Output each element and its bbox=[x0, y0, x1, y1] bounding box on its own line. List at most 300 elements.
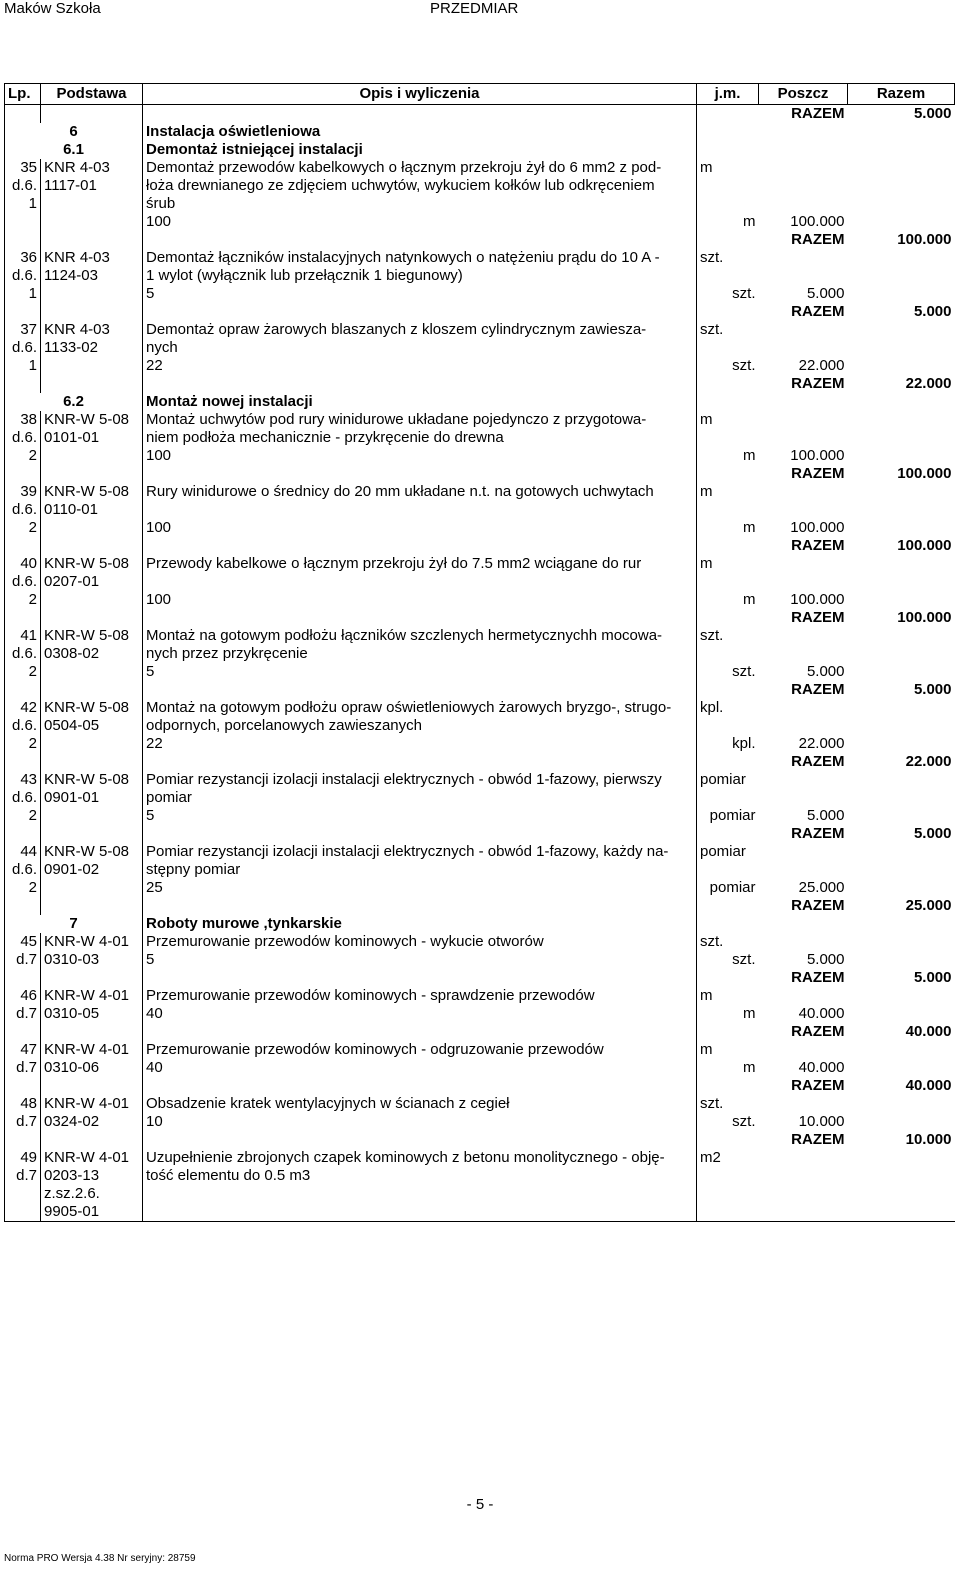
razem-label: RAZEM bbox=[791, 231, 845, 248]
item-lp: 37 bbox=[20, 321, 37, 338]
item-lp: 2 bbox=[28, 735, 37, 752]
item-unit-label: kpl. bbox=[700, 699, 724, 716]
table-header bbox=[5, 84, 955, 105]
item-basis-cell bbox=[41, 555, 143, 627]
item-unit bbox=[697, 627, 759, 699]
item-unit: m2 bbox=[697, 1149, 759, 1222]
item-razem-cell bbox=[848, 1095, 955, 1149]
spacer bbox=[762, 321, 845, 357]
section-row bbox=[5, 915, 955, 933]
spacer bbox=[851, 699, 952, 753]
item-basis: KNR-W 4-01 bbox=[44, 1095, 130, 1112]
spacer bbox=[762, 627, 845, 663]
razem-value: 5.000 bbox=[913, 969, 952, 986]
section-row bbox=[5, 123, 955, 141]
blank-line bbox=[146, 231, 693, 249]
item-lp: 2 bbox=[28, 663, 37, 680]
item-basis: KNR 4-03 bbox=[44, 249, 110, 266]
razem-value: 100.000 bbox=[897, 537, 952, 554]
section-row bbox=[5, 393, 955, 411]
item-basis-cell bbox=[41, 483, 143, 555]
item-lp-cell bbox=[5, 483, 41, 555]
item-row bbox=[5, 843, 955, 915]
spacer bbox=[700, 861, 756, 879]
item-poszcz: 5.000 bbox=[806, 663, 845, 680]
item-basis: KNR-W 4-01 bbox=[44, 1149, 130, 1166]
item-basis: KNR-W 5-08 bbox=[44, 843, 130, 860]
item-poszcz-cell bbox=[759, 249, 848, 321]
razem-value: 5.000 bbox=[913, 105, 952, 122]
item-basis: 0310-06 bbox=[44, 1059, 100, 1076]
item-razem-cell bbox=[848, 771, 955, 843]
item-basis-cell bbox=[41, 933, 143, 987]
razem-value: 22.000 bbox=[905, 375, 952, 392]
item-lp-cell bbox=[5, 159, 41, 249]
item-unit bbox=[697, 483, 759, 555]
item-poszcz-cell bbox=[759, 1041, 848, 1095]
item-poszcz-cell bbox=[759, 159, 848, 249]
item-basis-cell bbox=[41, 411, 143, 483]
spacer bbox=[762, 699, 845, 735]
item-lp: 41 bbox=[20, 627, 37, 644]
section-title: Roboty murowe ,tynkarskie bbox=[143, 915, 697, 933]
item-lp-cell bbox=[5, 1095, 41, 1149]
item-description: tość elementu do 0.5 m3 bbox=[146, 1167, 311, 1184]
item-unit bbox=[697, 987, 759, 1041]
header-left: Maków Szkoła bbox=[4, 0, 101, 17]
item-poszcz: 100.000 bbox=[790, 213, 845, 230]
item-unit bbox=[697, 249, 759, 321]
item-row bbox=[5, 555, 955, 627]
item-unit-label: szt. bbox=[700, 627, 724, 644]
razem-value: 10.000 bbox=[905, 1131, 952, 1148]
razem-label: RAZEM bbox=[791, 681, 845, 698]
item-lp: 38 bbox=[20, 411, 37, 428]
item-poszcz-cell bbox=[759, 1149, 848, 1222]
item-lp: 2 bbox=[28, 519, 37, 536]
item-description: Montaż na gotowym podłożu opraw oświetleniowych żarowych bryzgo-, strugo- bbox=[146, 699, 672, 716]
spacer bbox=[851, 555, 952, 609]
item-unit-calc: szt. bbox=[732, 357, 756, 374]
item-poszcz: 25.000 bbox=[798, 879, 845, 896]
spacer bbox=[762, 933, 845, 951]
item-basis-cell bbox=[41, 159, 143, 249]
item-razem-cell bbox=[848, 627, 955, 699]
item-description: śrub bbox=[146, 195, 176, 212]
item-row bbox=[5, 159, 955, 249]
item-unit-calc: szt. bbox=[732, 663, 756, 680]
spacer bbox=[762, 555, 845, 591]
blank-line bbox=[146, 375, 693, 393]
spacer bbox=[851, 933, 952, 969]
item-description-cell bbox=[143, 249, 697, 321]
item-unit-label: m bbox=[700, 555, 713, 572]
razem-value: 100.000 bbox=[897, 465, 952, 482]
item-lp: 2 bbox=[28, 879, 37, 896]
item-poszcz: 22.000 bbox=[798, 735, 845, 752]
item-unit-calc: m bbox=[743, 447, 756, 464]
item-basis: 0324-02 bbox=[44, 1113, 100, 1130]
blank-line bbox=[146, 537, 693, 555]
item-unit-calc: m bbox=[743, 1059, 756, 1076]
item-lp: 46 bbox=[20, 987, 37, 1004]
item-unit-label: m bbox=[700, 483, 713, 500]
item-lp-cell bbox=[5, 249, 41, 321]
item-razem-cell bbox=[848, 843, 955, 915]
item-unit bbox=[697, 699, 759, 771]
item-lp: 49 bbox=[20, 1149, 37, 1166]
item-lp: 39 bbox=[20, 483, 37, 500]
spacer bbox=[851, 159, 952, 231]
item-unit-label: szt. bbox=[700, 933, 724, 950]
item-basis: KNR-W 4-01 bbox=[44, 933, 130, 950]
item-basis-cell bbox=[41, 249, 143, 321]
item-quantity: 100 bbox=[146, 591, 172, 608]
spacer bbox=[700, 177, 756, 213]
item-razem-cell bbox=[848, 249, 955, 321]
item-description: Montaż uchwytów pod rury winidurowe układane pojedynczo z przygotowa- bbox=[146, 411, 647, 428]
spacer bbox=[762, 159, 845, 213]
item-lp: 47 bbox=[20, 1041, 37, 1058]
item-basis: KNR 4-03 bbox=[44, 321, 110, 338]
item-basis: 0110-01 bbox=[44, 501, 98, 518]
item-razem-cell bbox=[848, 933, 955, 987]
item-unit-label: m bbox=[700, 987, 713, 1004]
item-description-cell bbox=[143, 771, 697, 843]
item-quantity: 5 bbox=[146, 285, 155, 302]
spacer bbox=[700, 339, 756, 357]
item-lp: 45 bbox=[20, 933, 37, 950]
item-lp-cell bbox=[5, 1041, 41, 1095]
item-basis: KNR-W 5-08 bbox=[44, 483, 130, 500]
item-unit-calc: m bbox=[743, 591, 756, 608]
item-row bbox=[5, 321, 955, 393]
item-unit-calc: szt. bbox=[732, 951, 756, 968]
item-lp-cell bbox=[5, 627, 41, 699]
razem-label: RAZEM bbox=[791, 303, 845, 320]
item-lp: d.6. bbox=[11, 645, 37, 662]
item-description: Przemurowanie przewodów kominowych - wykucie otworów bbox=[146, 933, 544, 950]
item-quantity: 40 bbox=[146, 1005, 163, 1022]
col-podstawa: Podstawa bbox=[41, 84, 143, 105]
spacer bbox=[851, 1095, 952, 1131]
item-lp: d.6. bbox=[11, 717, 37, 734]
item-description-cell bbox=[143, 159, 697, 249]
item-basis: KNR-W 4-01 bbox=[44, 1041, 130, 1058]
blank-line bbox=[146, 609, 693, 627]
razem-value: 22.000 bbox=[905, 753, 952, 770]
item-lp: 48 bbox=[20, 1095, 37, 1112]
item-poszcz: 100.000 bbox=[790, 591, 845, 608]
item-unit-label: szt. bbox=[700, 321, 724, 338]
spacer bbox=[700, 429, 756, 447]
item-row bbox=[5, 987, 955, 1041]
razem-label: RAZEM bbox=[791, 1023, 845, 1040]
item-unit-label: m bbox=[700, 159, 713, 176]
item-row bbox=[5, 483, 955, 555]
item-description-cell bbox=[143, 933, 697, 987]
razem-label: RAZEM bbox=[791, 825, 845, 842]
item-basis: 0203-13 bbox=[44, 1167, 100, 1184]
item-quantity: 5 bbox=[146, 807, 155, 824]
item-unit bbox=[697, 321, 759, 393]
item-basis-cell bbox=[41, 771, 143, 843]
item-unit bbox=[697, 771, 759, 843]
item-lp: d.7 bbox=[16, 951, 37, 968]
item-poszcz-cell bbox=[759, 321, 848, 393]
item-row bbox=[5, 933, 955, 987]
item-row bbox=[5, 627, 955, 699]
item-basis: 9905-01 bbox=[44, 1203, 100, 1220]
item-lp: d.6. bbox=[11, 429, 37, 446]
spacer bbox=[851, 843, 952, 897]
item-lp: 2 bbox=[28, 591, 37, 608]
razem-label: RAZEM bbox=[791, 609, 845, 626]
item-unit bbox=[697, 843, 759, 915]
item-lp: d.6. bbox=[11, 267, 37, 284]
item-description: Pomiar rezystancji izolacji instalacji elektrycznych - obwód 1-fazowy, każdy na- bbox=[146, 843, 669, 860]
item-description-cell bbox=[143, 555, 697, 627]
item-poszcz-cell bbox=[759, 933, 848, 987]
razem-value: 5.000 bbox=[913, 825, 952, 842]
item-razem-cell bbox=[848, 987, 955, 1041]
spacer bbox=[851, 321, 952, 375]
item-unit-label: szt. bbox=[700, 249, 724, 266]
spacer bbox=[700, 645, 756, 663]
razem-value: 25.000 bbox=[905, 897, 952, 914]
item-basis: KNR-W 4-01 bbox=[44, 987, 130, 1004]
item-basis-cell bbox=[41, 1041, 143, 1095]
item-lp: d.7 bbox=[16, 1005, 37, 1022]
item-razem-cell bbox=[848, 1041, 955, 1095]
item-description-cell bbox=[143, 1095, 697, 1149]
item-unit-calc: kpl. bbox=[732, 735, 756, 752]
item-basis: 0310-03 bbox=[44, 951, 100, 968]
item-description: nych bbox=[146, 339, 178, 356]
item-lp: 44 bbox=[20, 843, 37, 860]
item-basis: KNR 4-03 bbox=[44, 159, 110, 176]
item-basis: 0207-01 bbox=[44, 573, 100, 590]
spacer bbox=[700, 717, 756, 735]
spacer bbox=[851, 1041, 952, 1077]
item-basis-cell bbox=[41, 699, 143, 771]
item-poszcz: 100.000 bbox=[790, 519, 845, 536]
section-row bbox=[5, 141, 955, 159]
col-razem: Razem bbox=[848, 84, 955, 105]
item-unit-calc: m bbox=[743, 1005, 756, 1022]
item-unit-label: pomiar bbox=[700, 771, 746, 788]
item-description: nych przez przykręcenie bbox=[146, 645, 308, 662]
item-razem-cell bbox=[848, 411, 955, 483]
item-quantity: 10 bbox=[146, 1113, 163, 1130]
item-basis: 0310-05 bbox=[44, 1005, 100, 1022]
item-basis: 1133-02 bbox=[44, 339, 98, 356]
razem-value: 40.000 bbox=[905, 1023, 952, 1040]
item-description-cell bbox=[143, 987, 697, 1041]
item-razem-cell bbox=[848, 321, 955, 393]
item-row bbox=[5, 1041, 955, 1095]
item-poszcz: 5.000 bbox=[806, 807, 845, 824]
item-lp: d.6. bbox=[11, 177, 37, 194]
item-lp-cell bbox=[5, 771, 41, 843]
item-basis: KNR-W 5-08 bbox=[44, 627, 130, 644]
item-poszcz-cell bbox=[759, 843, 848, 915]
item-quantity: 100 bbox=[146, 213, 172, 230]
razem-label: RAZEM bbox=[791, 1131, 845, 1148]
section-title: Montaż nowej instalacji bbox=[143, 393, 697, 411]
item-lp-cell bbox=[5, 555, 41, 627]
spacer bbox=[762, 483, 845, 519]
item-row bbox=[5, 771, 955, 843]
item-lp: d.6. bbox=[11, 573, 37, 590]
razem-value: 40.000 bbox=[905, 1077, 952, 1094]
item-basis: KNR-W 5-08 bbox=[44, 771, 130, 788]
item-unit-calc: pomiar bbox=[709, 879, 756, 896]
item-description: Demontaż łączników instalacyjnych natynkowych o natężeniu prądu do 10 A - bbox=[146, 249, 660, 266]
razem-label: RAZEM bbox=[791, 375, 845, 392]
item-poszcz: 100.000 bbox=[790, 447, 845, 464]
item-poszcz-cell bbox=[759, 699, 848, 771]
item-basis: 0901-02 bbox=[44, 861, 100, 878]
section-number: 6.1 bbox=[5, 141, 143, 159]
item-row bbox=[5, 249, 955, 321]
item-poszcz-cell bbox=[759, 555, 848, 627]
item-description: odpornych, porcelanowych zawieszanych bbox=[146, 717, 422, 734]
item-lp-cell bbox=[5, 1149, 41, 1222]
item-description: Obsadzenie kratek wentylacyjnych w ścianach z cegieł bbox=[146, 1095, 510, 1112]
blank-line bbox=[146, 753, 693, 771]
item-poszcz-cell bbox=[759, 1095, 848, 1149]
item-description: 1 wylot (wyłącznik lub przełącznik 1 biegunowy) bbox=[146, 267, 463, 284]
razem-label: RAZEM bbox=[791, 105, 845, 122]
item-description: Demontaż opraw żarowych blaszanych z kloszem cylindrycznym zawiesza- bbox=[146, 321, 647, 338]
item-poszcz: 22.000 bbox=[798, 357, 845, 374]
item-poszcz: 5.000 bbox=[806, 951, 845, 968]
item-unit bbox=[697, 411, 759, 483]
item-unit-calc: pomiar bbox=[709, 807, 756, 824]
item-quantity: 5 bbox=[146, 951, 155, 968]
spacer bbox=[851, 627, 952, 681]
item-description-cell bbox=[143, 699, 697, 771]
item-unit-label: szt. bbox=[700, 1095, 724, 1112]
spacer bbox=[762, 411, 845, 447]
item-quantity: 5 bbox=[146, 663, 155, 680]
page-number: - 5 - bbox=[466, 1496, 494, 1513]
spacer bbox=[851, 249, 952, 303]
spacer bbox=[762, 249, 845, 285]
blank-line bbox=[146, 1023, 693, 1041]
item-row bbox=[5, 699, 955, 771]
section-number: 6 bbox=[5, 123, 143, 141]
item-unit bbox=[697, 159, 759, 249]
item-razem-cell bbox=[848, 699, 955, 771]
section-title: Instalacja oświetleniowa bbox=[143, 123, 697, 141]
blank-line bbox=[146, 681, 693, 699]
item-lp: d.6. bbox=[11, 501, 37, 518]
item-unit-label: m bbox=[700, 411, 713, 428]
item-description: łoża drewnianego ze zdjęciem uchwytów, wykuciem kołków lub odkręceniem bbox=[146, 177, 655, 194]
item-quantity: 22 bbox=[146, 357, 163, 374]
item-quantity: 100 bbox=[146, 519, 172, 536]
blank-line bbox=[146, 825, 693, 843]
item-description-cell bbox=[143, 843, 697, 915]
razem-value: 5.000 bbox=[913, 681, 952, 698]
item-lp: d.7 bbox=[16, 1113, 37, 1130]
section-title: Demontaż istniejącej instalacji bbox=[143, 141, 697, 159]
item-basis-cell bbox=[41, 627, 143, 699]
razem-value: 5.000 bbox=[913, 303, 952, 320]
item-basis-cell bbox=[41, 1095, 143, 1149]
item-basis: 0101-01 bbox=[44, 429, 100, 446]
blank-line bbox=[146, 897, 693, 915]
item-basis-cell bbox=[41, 987, 143, 1041]
blank-line bbox=[146, 303, 693, 321]
spacer bbox=[851, 483, 952, 537]
item-unit-label: pomiar bbox=[700, 843, 746, 860]
item-description-cell bbox=[143, 483, 697, 555]
item-poszcz-cell bbox=[759, 771, 848, 843]
item-description: Przemurowanie przewodów kominowych - sprawdzenie przewodów bbox=[146, 987, 595, 1004]
item-lp: 2 bbox=[28, 447, 37, 464]
footer-text: Norma PRO Wersja 4.38 Nr seryjny: 28759 bbox=[4, 1553, 196, 1564]
razem-label: RAZEM bbox=[791, 1077, 845, 1094]
item-poszcz: 5.000 bbox=[806, 285, 845, 302]
item-lp: d.6. bbox=[11, 339, 37, 356]
item-basis: 0504-05 bbox=[44, 717, 100, 734]
item-quantity: 40 bbox=[146, 1059, 163, 1076]
blank-line bbox=[146, 969, 693, 987]
item-basis: z.sz.2.6. bbox=[44, 1185, 100, 1202]
item-lp-cell bbox=[5, 987, 41, 1041]
razem-label: RAZEM bbox=[791, 537, 845, 554]
item-description: Uzupełnienie zbrojonych czapek kominowych z betonu monolitycznego - obję- bbox=[146, 1149, 665, 1166]
item-lp-cell bbox=[5, 411, 41, 483]
item-unit-calc: m bbox=[743, 519, 756, 536]
item-description: Demontaż przewodów kabelkowych o łącznym przekroju żył do 6 mm2 z pod- bbox=[146, 159, 662, 176]
item-lp: d.7 bbox=[16, 1059, 37, 1076]
spacer bbox=[762, 1095, 845, 1113]
item-lp: 2 bbox=[28, 807, 37, 824]
item-lp-cell bbox=[5, 321, 41, 393]
item-razem-cell bbox=[848, 1149, 955, 1222]
item-unit-calc: szt. bbox=[732, 285, 756, 302]
item-basis-cell bbox=[41, 321, 143, 393]
item-unit-label: m bbox=[700, 1041, 713, 1058]
item-lp: 1 bbox=[28, 195, 37, 212]
razem-label: RAZEM bbox=[791, 753, 845, 770]
item-basis-cell bbox=[41, 1149, 143, 1222]
item-row bbox=[5, 1095, 955, 1149]
header-title: PRZEDMIAR bbox=[430, 0, 519, 17]
blank-line bbox=[146, 501, 693, 519]
blank-line bbox=[146, 573, 693, 591]
item-unit-calc: szt. bbox=[732, 1113, 756, 1130]
spacer bbox=[851, 987, 952, 1023]
item-description: Pomiar rezystancji izolacji instalacji elektrycznych - obwód 1-fazowy, pierwszy bbox=[146, 771, 662, 788]
item-unit-calc: m bbox=[743, 213, 756, 230]
item-unit bbox=[697, 933, 759, 987]
item-lp: d.6. bbox=[11, 861, 37, 878]
spacer bbox=[762, 843, 845, 879]
item-basis: 1124-03 bbox=[44, 267, 98, 284]
item-basis: 0901-01 bbox=[44, 789, 100, 806]
spacer bbox=[700, 573, 756, 591]
item-razem-cell bbox=[848, 555, 955, 627]
spacer bbox=[762, 987, 845, 1005]
item-description: Rury winidurowe o średnicy do 20 mm układane n.t. na gotowych uchwytach bbox=[146, 483, 654, 500]
item-description: Przemurowanie przewodów kominowych - odgruzowanie przewodów bbox=[146, 1041, 604, 1058]
item-lp: 36 bbox=[20, 249, 37, 266]
